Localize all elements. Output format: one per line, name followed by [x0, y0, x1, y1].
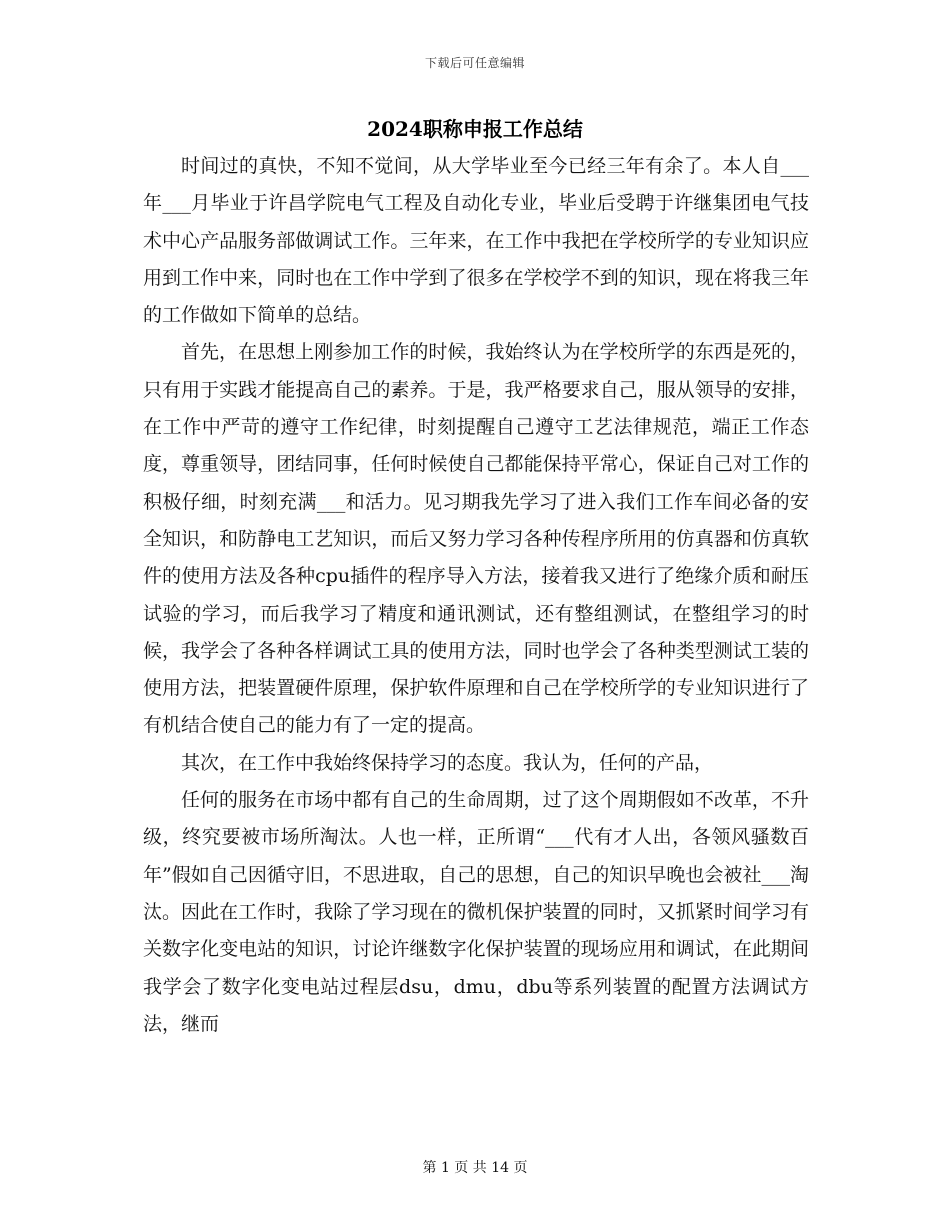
- paragraph-4: 任何的服务在市场中都有自己的生命周期，过了这个周期假如不改革，不升级，终究要被市场所淘汰。人也一样，正所谓“___代有才人出，各领风骚数百年”假如自己因循守旧，不思进取，自己的思想，自己的知识早晚也会被社___淘汰。因此在工作时，我除了学习现在的微机保护装置的同时，又抓紧时间学习有关数字化变电站的知识，讨论许继数字化保护装置的现场应用和调试，在此期间我学会了数字化变电站过程层dsu，dmu，dbu等系列装置的配置方法调试方法，继而: [143, 789, 809, 1035]
- paragraph-2: 首先，在思想上刚参加工作的时候，我始终认为在学校所学的东西是死的，只有用于实践才能提高自己的素养。于是，我严格要求自己，服从领导的安排，在工作中严苛的遵守工作纪律，时刻提醒自己遵守工艺法律规范，端正工作态度，尊重领导，团结同事，任何时候使自己都能保持平常心，保证自己对工作的积极仔细，时刻充满___和活力。见习期我先学习了进入我们工作车间必备的安全知识，和防静电工艺知识，而后又努力学习各种传程序所用的仿真器和仿真软件的使用方法及各种cpu插件的程序导入方法，接着我又进行了绝缘介质和耐压试验的学习，而后我学习了精度和通讯测试，还有整组测试，在整组学习的时候，我学会了各种各样调试工具的使用方法，同时也学会了各种类型测试工装的使用方法，把装置硬件原理，保护软件原理和自己在学校所学的专业知识进行了有机结合使自己的能力有了一定的提高。: [143, 341, 809, 737]
- download-edit-note: 下载后可任意编辑: [424, 56, 525, 70]
- document-title: 2024职称申报工作总结: [367, 117, 583, 141]
- page-number: 第 1 页 共 14 页: [422, 1160, 528, 1176]
- document-body: [143, 148, 809, 1043]
- paragraph-1: 时间过的真快，不知不觉间，从大学毕业至今已经三年有余了。本人自___年___月毕业于许昌学院电气工程及自动化专业，毕业后受聘于许继集团电气技术中心产品服务部做调试工作。三年来，在工作中我把在学校所学的专业知识应用到工作中来，同时也在工作中学到了很多在学校学不到的知识，现在将我三年的工作做如下简单的总结。: [143, 155, 809, 327]
- paragraph-3: 其次，在工作中我始终保持学习的态度。我认为，任何的产品，: [181, 751, 714, 774]
